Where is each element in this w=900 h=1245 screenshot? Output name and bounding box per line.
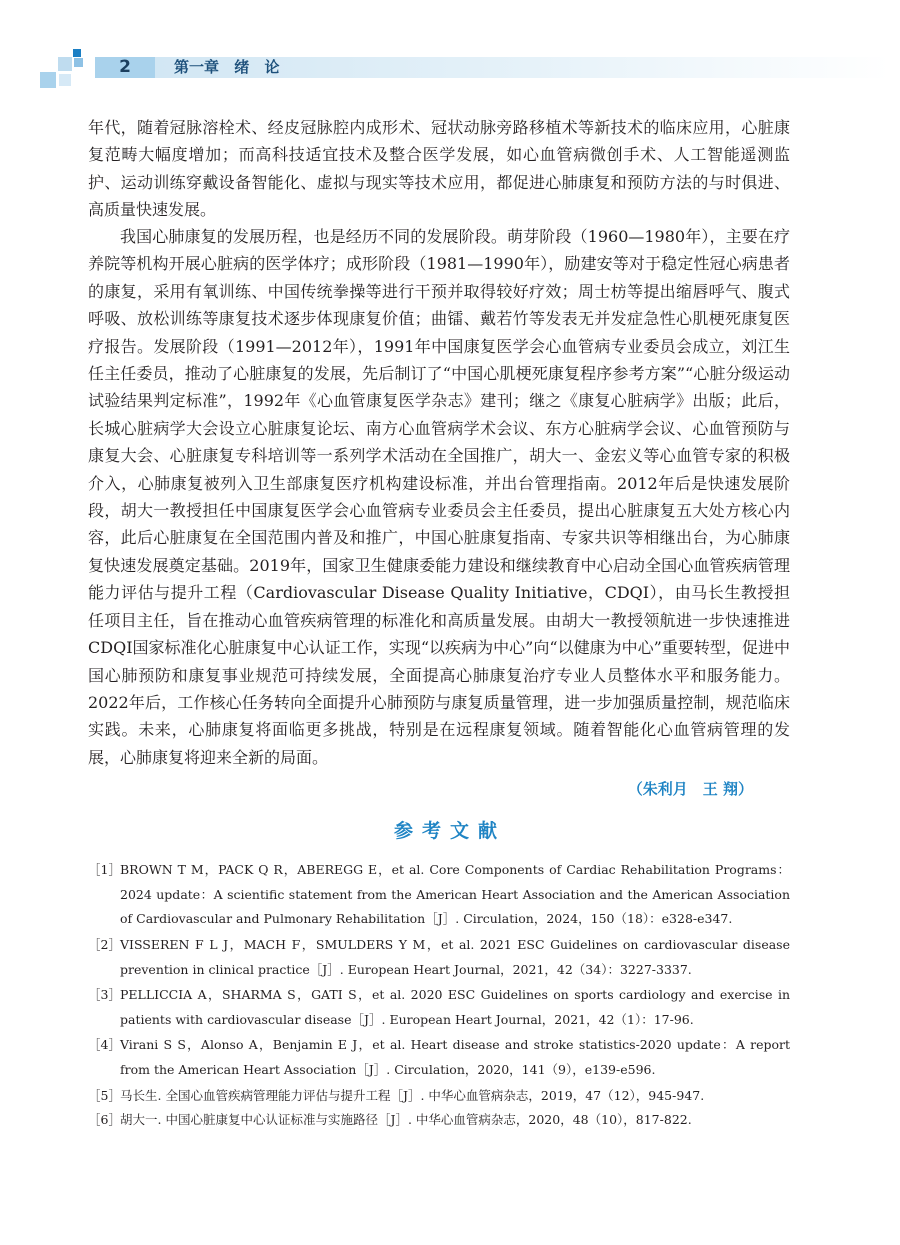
- decor-square: [40, 72, 56, 88]
- decor-square: [74, 58, 83, 67]
- chapter-title: 第一章 绪 论: [174, 58, 280, 76]
- paragraph-2-wrapper: [88, 223, 790, 771]
- reference-number: ［2］: [88, 937, 121, 952]
- reference-text: BROWN T M，PACK Q R，ABEREGG E，et al. Core Components of Cardiac Rehabilitation Programs：2024 update：A scientific statement from the American Heart Association and the American Association of Cardiovascular and Pulmonary Rehabilitation［J］. Circulation，2024，150（18）：e328-e347.: [120, 862, 790, 926]
- references-title: 参考文献: [393, 820, 506, 842]
- reference-text: PELLICCIA A，SHARMA S，GATI S，et al. 2020 ESC Guidelines on sports cardiology and exercise in patients with cardiovascular disease［J］. European Heart Journal，2021，42（1）：17-96.: [120, 987, 790, 1027]
- page-header: [0, 0, 900, 100]
- reference-text: VISSEREN F L J，MACH F，SMULDERS Y M，et al. 2021 ESC Guidelines on cardiovascular disease prevention in clinical practice［J］. European Heart Journal，2021，42（34）：3227-3337.: [120, 937, 790, 977]
- decor-square: [59, 74, 71, 86]
- reference-item: [88, 1084, 790, 1108]
- reference-number: ［5］: [88, 1088, 121, 1103]
- reference-text: 胡大一. 中国心脏康复中心认证标准与实施路径［J］. 中华心血管病杂志，2020，48（10），817-822.: [120, 1112, 692, 1127]
- reference-number: ［4］: [88, 1037, 121, 1052]
- references-list: [88, 858, 790, 1132]
- reference-item: [88, 1033, 790, 1084]
- reference-item: [88, 858, 790, 933]
- decor-square: [58, 57, 72, 71]
- paragraph-2: 我国心肺康复的发展历程，也是经历不同的发展阶段。萌芽阶段（1960—1980年），主要在疗养院等机构开展心脏病的医学体疗；成形阶段（1981—1990年），励建安等对于稳定性冠心病患者的康复，采用有氧训练、中国传统拳操等进行干预并取得较好疗效；周士枋等提出缩唇呼气、腹式呼吸、放松训练等康复技术逐步体现康复价值；曲镭、戴若竹等发表无并发症急性心肌梗死康复医疗报告。发展阶段（1991—2012年），1991年中国康复医学会心血管病专业委员会成立，刘江生任主任委员，推动了心脏康复的发展，先后制订了“中国心肌梗死康复程序参考方案”“心脏分级运动试验结果判定标准”，1992年《心血管康复医学杂志》建刊；继之《康复心脏病学》出版；此后，长城心脏病学大会设立心脏康复论坛、南方心血管病学术会议、东方心脏病学会议、心血管预防与康复大会、心脏康复专科培训等一系列学术活动在全国推广，胡大一、金宏义等心血管专家的积极介入，心肺康复被列入卫生部康复医疗机构建设标准，并出台管理指南。2012年后是快速发展阶段，胡大一教授担任中国康复医学会心血管病专业委员会主任委员，提出心脏康复五大处方核心内容，此后心脏康复在全国范围内普及和推广，中国心脏康复指南、专家共识等相继出台，为心肺康复快速发展奠定基础。2019年，国家卫生健康委能力建设和继续教育中心启动全国心血管疾病管理能力评估与提升工程（Cardiovascular Disease Quality Initiative，CDQI），由马长生教授担任项目主任，旨在推动心血管疾病管理的标准化和高质量发展。由胡大一教授领航进一步快速推进CDQI国家标准化心脏康复中心认证工作，实现“以疾病为中心”向“以健康为中心”重要转型，促进中国心肺预防和康复事业规范可持续发展，全面提高心肺康复治疗专业人员整体水平和服务能力。2022年后，工作核心任务转向全面提升心肺预防与康复质量管理，进一步加强质量控制，规范临床实践。未来，心肺康复将面临更多挑战，特别是在远程康复领域。随着智能化心血管病管理的发展，心肺康复将迎来全新的局面。: [88, 227, 790, 767]
- reference-text: 马长生. 全国心血管疾病管理能力评估与提升工程［J］. 中华心血管病杂志，2019，47（12），945-947.: [120, 1088, 705, 1103]
- decor-square: [73, 49, 81, 57]
- author-credit: （朱利月 王 翔）: [627, 780, 753, 798]
- reference-item: [88, 933, 790, 983]
- reference-item: [88, 1108, 790, 1132]
- page-number: 2: [95, 57, 155, 78]
- reference-number: ［3］: [88, 987, 121, 1002]
- reference-text: Virani S S，Alonso A，Benjamin E J，et al. Heart disease and stroke statistics-2020 update：A report from the American Heart Association［J］. Circulation，2020，141（9），e139-e596.: [120, 1037, 790, 1077]
- reference-number: ［6］: [88, 1112, 121, 1127]
- reference-item: [88, 983, 790, 1033]
- reference-number: ［1］: [88, 862, 121, 877]
- paragraph-1: 年代，随着冠脉溶栓术、经皮冠脉腔内成形术、冠状动脉旁路移植术等新技术的临床应用，心脏康复范畴大幅度增加；而高科技适宜技术及整合医学发展，如心血管病微创手术、人工智能遥测监护、运动训练穿戴设备智能化、虚拟与现实等技术应用，都促进心肺康复和预防方法的与时俱进、高质量快速发展。: [88, 118, 790, 220]
